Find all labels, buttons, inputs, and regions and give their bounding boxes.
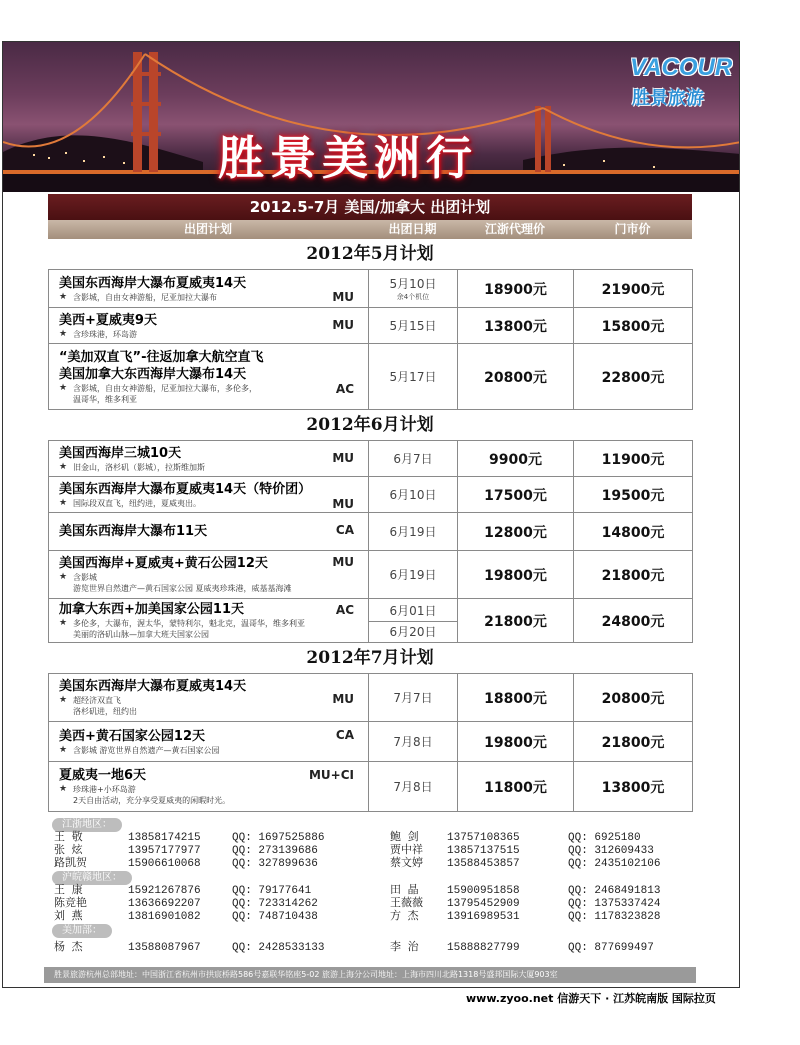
tour-date: 5月10日 — [389, 277, 437, 291]
contact-qq: QQ: 79177641 — [232, 885, 312, 897]
contact-qq: QQ: 1697525886 — [232, 832, 325, 844]
banner — [3, 42, 740, 192]
contact-phone: 13858174215 — [128, 832, 201, 844]
contact-qq: QQ: 6925180 — [568, 832, 641, 844]
contact-row — [48, 885, 692, 898]
star-icon: ★ — [59, 784, 68, 794]
table-row — [49, 599, 693, 643]
table-june — [48, 440, 693, 643]
group-label: 江浙地区： — [52, 818, 122, 832]
tour-date: 5月15日 — [369, 308, 458, 344]
tour-date: 6月7日 — [369, 441, 458, 477]
bottom-line — [466, 990, 716, 1006]
agent-price: 11800元 — [458, 762, 574, 812]
tour-desc-line2: 2天自由活动，充分享受夏威夷的闲暇时光。 — [73, 796, 231, 805]
tour-date: 6月20日 — [369, 621, 457, 641]
contact-name: 方 杰 — [390, 911, 419, 923]
retail-price: 13800元 — [574, 762, 693, 812]
contact-name: 鲍 剑 — [390, 832, 419, 844]
table-row — [49, 308, 693, 344]
agent-price: 19800元 — [458, 722, 574, 762]
retail-price: 19500元 — [574, 477, 693, 513]
contact-qq: QQ: 2435102106 — [568, 858, 661, 870]
retail-price: 20800元 — [574, 674, 693, 722]
address-footer: 胜景旅游杭州总部地址：中国浙江省杭州市拱宸桥路586号嘉联华铭座5-02 旅游上海分公司地址：上海市四川北路1318号盛邦国际大厦903室 — [44, 967, 696, 983]
section-june: 2012年6月计划 — [306, 415, 434, 435]
contact-name: 蔡文婷 — [390, 858, 423, 870]
date-note: 余4个机位 — [396, 293, 430, 301]
table-row — [49, 551, 693, 599]
section-july: 2012年7月计划 — [306, 648, 434, 668]
tour-desc: ★ 含影城 游览世界自然遗产—黄石国家公园 — [59, 744, 220, 755]
table-may — [48, 269, 693, 410]
airline: MU — [332, 451, 354, 465]
agent-price: 12800元 — [458, 513, 574, 551]
contact-name: 贾中祥 — [390, 845, 423, 857]
contact-row — [48, 911, 692, 924]
airline: MU — [332, 692, 354, 706]
agent-price: 17500元 — [458, 477, 574, 513]
retail-price: 15800元 — [574, 308, 693, 344]
star-icon: ★ — [59, 328, 68, 339]
star-icon: ★ — [59, 695, 68, 705]
group-label: 美加部： — [52, 924, 112, 938]
table-row — [49, 513, 693, 551]
tour-desc: ★ 旧金山，洛杉矶（影城），拉斯维加斯 — [59, 461, 205, 472]
logo-en: VACOUR — [630, 54, 733, 81]
tour-desc: ★ 国际段双直飞，纽约进，夏威夷出。 — [59, 497, 201, 508]
tour-desc: ★ 含影城 — [59, 572, 97, 582]
agent-price: 18800元 — [458, 674, 574, 722]
tour-desc: ★ 含珍珠港，环岛游 — [59, 328, 137, 339]
tour-desc-line2: 温哥华，维多利亚 — [73, 394, 137, 404]
tour-desc: ★ 超经济双直飞 — [59, 695, 121, 705]
airline: CA — [335, 728, 354, 742]
column-header — [48, 220, 692, 239]
airline: AC — [335, 382, 354, 396]
contact-phone: 13816901082 — [128, 911, 201, 923]
tour-date: 6月19日 — [369, 513, 458, 551]
airline: AC — [335, 603, 354, 617]
contact-name: 王薇薇 — [390, 898, 423, 910]
contact-name: 张 炫 — [54, 845, 83, 857]
tour-date: 7月7日 — [369, 674, 458, 722]
tour-name: “美加双直飞”-往返加拿大航空直飞 — [59, 349, 264, 365]
star-icon: ★ — [59, 382, 68, 393]
tour-desc: ★ 多伦多，大瀑布，渥太华，蒙特利尔，魁北克，温哥华，维多利亚 — [59, 618, 305, 628]
table-row — [49, 270, 693, 308]
contact-phone: 15906610068 — [128, 858, 201, 870]
contacts — [48, 818, 692, 955]
retail-price: 11900元 — [574, 441, 693, 477]
group-label: 沪皖赣地区： — [52, 871, 132, 885]
agent-price: 9900元 — [458, 441, 574, 477]
table-july — [48, 673, 693, 812]
airline: MU — [332, 318, 354, 332]
contact-phone: 13857137515 — [447, 845, 520, 857]
tour-desc-line2: 游览世界自然遗产—黄石国家公园 夏威夷珍珠港，威基基海滩 — [73, 584, 292, 593]
contact-phone: 13588453857 — [447, 858, 520, 870]
table-row — [49, 477, 693, 513]
agent-price: 18900元 — [458, 270, 574, 308]
contact-qq: QQ: 877699497 — [568, 942, 654, 954]
contact-name: 李 治 — [390, 942, 419, 954]
section-may: 2012年5月计划 — [306, 244, 434, 264]
table-row — [49, 674, 693, 722]
tour-date: 7月8日 — [369, 722, 458, 762]
contact-row — [48, 942, 692, 955]
tour-name: 美国东西海岸大瀑布夏威夷14天（特价团） — [59, 481, 312, 497]
tour-name: 夏威夷一地6天 — [59, 768, 147, 783]
tour-name: 美国东西海岸大瀑布11天 — [59, 524, 208, 539]
tour-name: 美国东西海岸大瀑布夏威夷14天 — [59, 275, 247, 291]
agent-price: 21800元 — [458, 599, 574, 643]
tour-date: 7月8日 — [369, 762, 458, 812]
contact-qq: QQ: 312609433 — [568, 845, 654, 857]
agent-price: 13800元 — [458, 308, 574, 344]
tour-name-line2: 美国加拿大东西海岸大瀑布14天 — [59, 366, 247, 382]
star-icon: ★ — [59, 291, 68, 302]
edition-label: 信游天下 · 江苏皖南版 国际拉页 — [557, 992, 716, 1005]
star-icon: ★ — [59, 618, 68, 628]
col-head-plan: 出团计划 — [183, 222, 232, 236]
tour-name: 美西+黄石国家公园12天 — [59, 728, 205, 744]
tour-date: 6月10日 — [369, 477, 458, 513]
contact-name: 田 晶 — [390, 885, 419, 897]
contact-name: 王 敬 — [54, 832, 83, 844]
contact-phone: 15888827799 — [447, 942, 520, 954]
contact-phone: 13957177977 — [128, 845, 201, 857]
contact-qq: QQ: 273139686 — [232, 845, 318, 857]
tour-desc: ★ 珍珠港+小环岛游 — [59, 784, 136, 794]
contact-row — [48, 898, 692, 911]
tour-desc-line2: 美丽的洛矶山脉—加拿大班夫国家公园 — [73, 630, 209, 639]
contact-name: 陈竞艳 — [54, 898, 87, 910]
contact-qq: QQ: 1178323828 — [568, 911, 661, 923]
retail-price: 21800元 — [574, 551, 693, 599]
logo-cn: 胜景旅游 — [632, 88, 704, 109]
tour-desc: ★ 含影城，自由女神游船，尼亚加拉大瀑布，多伦多， — [59, 382, 257, 393]
airline: CA — [335, 523, 354, 537]
star-icon: ★ — [59, 572, 68, 582]
airline: MU — [332, 290, 354, 304]
tour-desc: ★ 含影城，自由女神游船，尼亚加拉大瀑布 — [59, 291, 217, 302]
contact-phone: 13636692207 — [128, 898, 201, 910]
contact-qq: QQ: 1375337424 — [568, 898, 661, 910]
contact-qq: QQ: 723314262 — [232, 898, 318, 910]
airline: MU — [332, 555, 354, 569]
contact-phone: 13588087967 — [128, 942, 201, 954]
contact-name: 杨 杰 — [54, 942, 83, 954]
tour-name: 美国东西海岸大瀑布夏威夷14天 — [59, 679, 247, 694]
contact-phone: 15900951858 — [447, 885, 520, 897]
contact-row — [48, 832, 692, 845]
contact-phone: 13757108365 — [447, 832, 520, 844]
retail-price: 14800元 — [574, 513, 693, 551]
tour-date: 6月01日 — [389, 603, 437, 618]
retail-price: 21800元 — [574, 722, 693, 762]
table-row — [49, 762, 693, 812]
airline: MU+CI — [308, 768, 354, 782]
star-icon: ★ — [59, 497, 68, 508]
contact-name: 路凯贺 — [54, 858, 87, 870]
website-link[interactable]: www.zyoo.net — [466, 992, 554, 1005]
contact-name: 王 康 — [54, 885, 83, 897]
col-head-agent-price: 江浙代理价 — [484, 222, 545, 236]
tour-desc-line2: 洛杉矶进，纽约出 — [73, 707, 137, 716]
contact-qq: QQ: 2428533133 — [232, 942, 325, 954]
contact-qq: QQ: 327899636 — [232, 858, 318, 870]
retail-price: 21900元 — [574, 270, 693, 308]
contact-phone: 15921267876 — [128, 885, 201, 897]
contact-phone: 13795452909 — [447, 898, 520, 910]
tour-name: 加拿大东西+加美国家公园11天 — [59, 602, 244, 617]
vacour-logo — [630, 54, 733, 112]
star-icon: ★ — [59, 461, 68, 472]
col-head-retail-price: 门市价 — [614, 222, 651, 236]
retail-price: 24800元 — [574, 599, 693, 643]
col-head-date: 出团日期 — [388, 222, 437, 236]
table-row — [49, 344, 693, 410]
contact-row — [48, 845, 692, 858]
contact-name: 刘 燕 — [54, 911, 83, 923]
table-row — [49, 722, 693, 762]
tour-name: 美国西海岸+夏威夷+黄石公园12天 — [59, 556, 268, 571]
contact-qq: QQ: 748710438 — [232, 911, 318, 923]
tour-plan — [48, 194, 692, 812]
contact-qq: QQ: 2468491813 — [568, 885, 661, 897]
plan-title: 2012.5-7月 美国/加拿大 出团计划 — [48, 194, 692, 220]
headline: 胜景美洲行 — [218, 131, 478, 185]
star-icon: ★ — [59, 744, 68, 755]
contact-phone: 13916989531 — [447, 911, 520, 923]
agent-price: 19800元 — [458, 551, 574, 599]
airline: MU — [332, 497, 354, 511]
tour-name: 美西+夏威夷9天 — [59, 312, 157, 328]
table-row — [49, 441, 693, 477]
contact-row — [48, 858, 692, 871]
tour-date: 5月17日 — [369, 344, 458, 410]
tour-date: 6月19日 — [369, 551, 458, 599]
agent-price: 20800元 — [458, 344, 574, 410]
retail-price: 22800元 — [574, 344, 693, 410]
tour-name: 美国西海岸三城10天 — [59, 445, 182, 461]
